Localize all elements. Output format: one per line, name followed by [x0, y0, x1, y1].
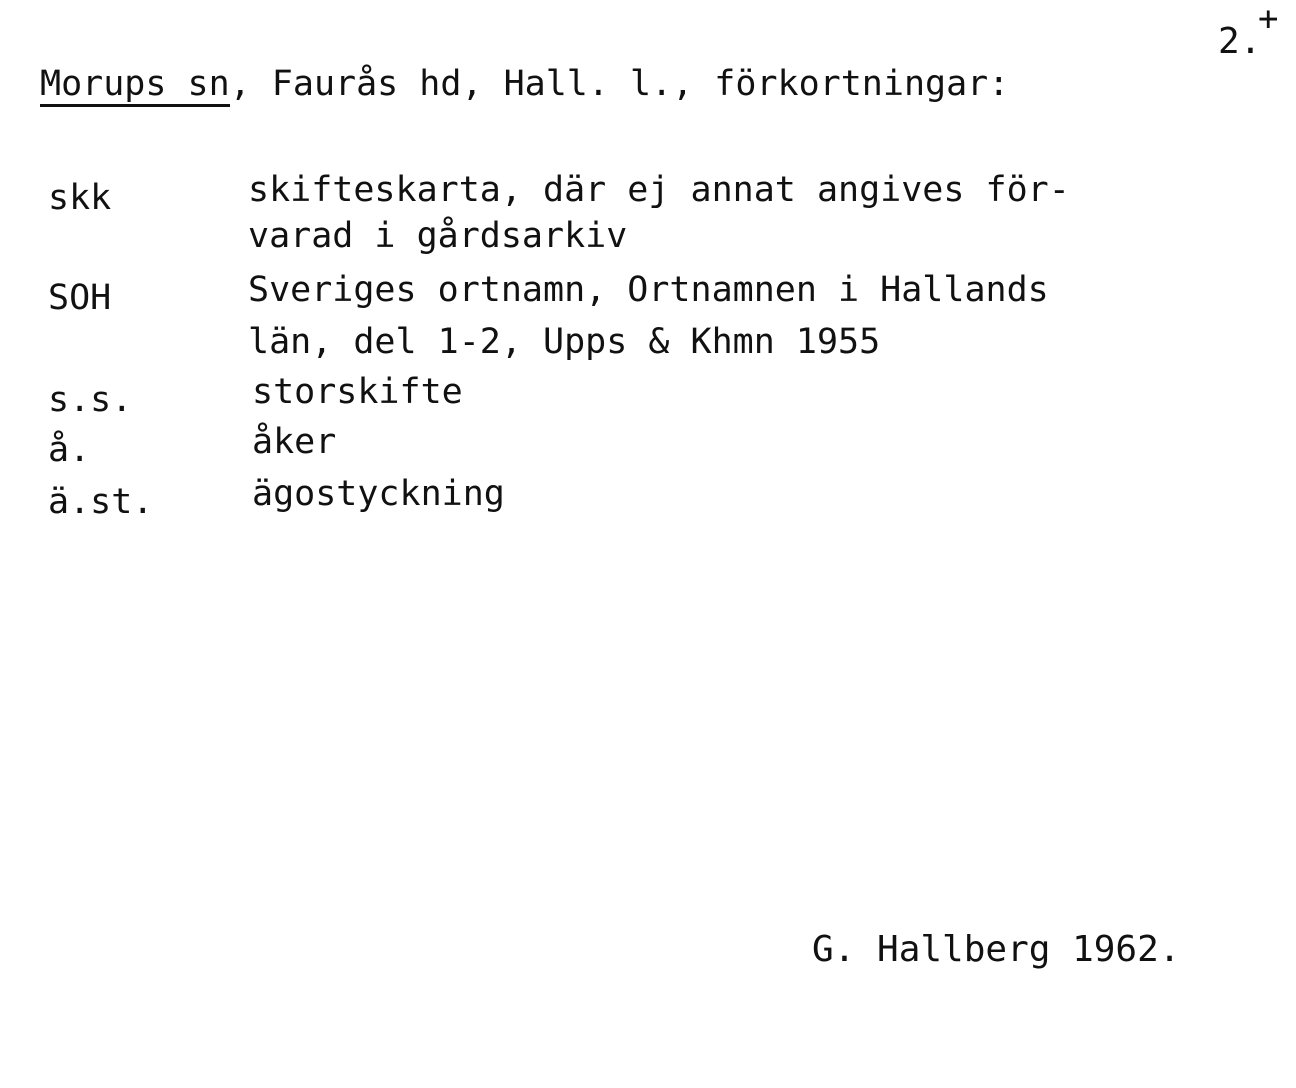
definition-line: ägostyckning [252, 474, 505, 514]
abbreviation-entry-ss [0, 370, 1296, 422]
abbreviation-entry-ast [0, 472, 1296, 524]
card-header [40, 62, 1009, 107]
page-number: 2. [1218, 21, 1262, 62]
abbreviation: SOH [48, 278, 112, 318]
header-text: , Faurås hd, Hall. l., förkortningar: [229, 64, 1010, 104]
definition-line: Sveriges ortnamn, Ortnamnen i Hallands [248, 270, 1049, 310]
abbreviation: s.s. [48, 380, 133, 420]
definition-line: åker [252, 422, 337, 462]
abbreviation: å. [48, 430, 91, 470]
parish-name: Morups sn [40, 64, 230, 107]
abbreviation-entry-skk [0, 170, 1296, 274]
abbreviation-entry-aker [0, 420, 1296, 472]
definition-line: skifteskarta, där ej annat angives för- [248, 170, 1070, 210]
abbreviation: skk [48, 178, 112, 218]
definition-line: storskifte [252, 372, 463, 412]
author-signature: G. Hallberg 1962. [812, 929, 1181, 970]
definition-line: län, del 1-2, Upps & Khmn 1955 [248, 322, 881, 362]
definition-line: varad i gårdsarkiv [248, 216, 628, 256]
abbreviation: ä.st. [48, 482, 154, 522]
page-mark: + [1258, 0, 1279, 39]
abbreviation-entry-soh [0, 270, 1296, 374]
